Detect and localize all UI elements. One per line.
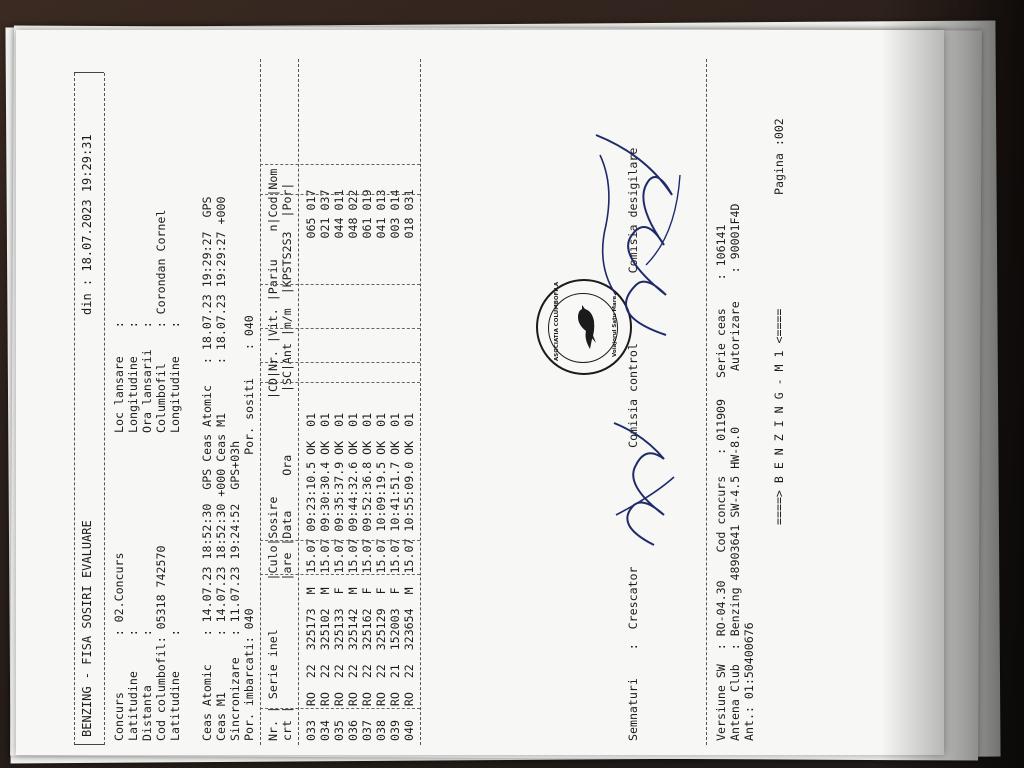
table-row: 034 RO 22 325102 M 15.07 09:30:30.4 OK 01 021 037 — [318, 189, 332, 741]
header-left-4: Latitudine : — [168, 629, 182, 741]
table-row: 036 RO 22 325142 M 15.07 09:44:32.6 OK 01 048 022 — [346, 189, 360, 741]
footer-top-rule — [706, 59, 707, 745]
table-row: 035 RO 22 325133 F 15.07 09:35:37.9 OK 01 044 011 — [332, 189, 346, 741]
table-column-divider — [260, 362, 420, 363]
footer-line-2: Antena Club : Benzing 48903641 SW-4.5 HW-8.0 Autorizare : 90001F4D — [728, 203, 742, 741]
clock-line-1: Ceas M1 : 14.07.23 18:52:30 +000 Ceas M1 : 18.07.23 19:29:27 +000 — [214, 196, 228, 741]
table-column-divider — [260, 328, 420, 329]
table-header-rule — [298, 59, 299, 745]
table-row: 039 RO 21 152003 F 15.07 10:41:51.7 OK 01 003 014 — [388, 189, 402, 741]
table-column-divider — [260, 164, 420, 165]
header-right-3: Columbofil : Corondan Cornel — [154, 209, 168, 433]
table-column-divider — [260, 708, 420, 709]
printed-report-page — [16, 30, 944, 755]
stamp-bottom-text: Voiajorul Satu Mare — [612, 295, 618, 357]
table-column-divider — [260, 540, 420, 541]
title-left-border — [74, 744, 104, 745]
header-right-2: Ora lansarii : — [140, 321, 154, 433]
signatures-line: Semnaturi : Crescator Comisia control Comisia desigilare — [626, 147, 640, 741]
table-column-divider — [260, 284, 420, 285]
rotated-document — [16, 35, 944, 755]
crescator-signature-icon — [594, 415, 684, 555]
header-left-0: Concurs : 02.Concurs — [112, 552, 126, 741]
title-bottom-rule — [104, 73, 105, 745]
table-header-row-1: Nr. | Serie inel |Culo|Sosire |CD|Nr. |Vit. |Pariu n|Cod|Nom — [266, 168, 280, 741]
header-left-2: Distanta : — [140, 629, 154, 741]
table-column-divider — [260, 574, 420, 575]
comisia-desigilare-signature-icon — [576, 125, 696, 355]
title-top-rule — [74, 73, 75, 745]
clock-line-0: Ceas Atomic : 14.07.23 18:52:30 GPS Ceas Atomic : 18.07.23 19:29:27 GPS — [200, 196, 214, 741]
clock-line-3: Por. imbarcati: 040 Por. sositi : 040 — [242, 315, 256, 741]
title-right-border — [74, 72, 104, 73]
table-row: 040 RO 22 323654 M 15.07 10:55:09.0 OK 01 018 031 — [402, 189, 416, 741]
stamp-top-text: ASOCIATIA COLUMBOFILA — [554, 281, 560, 361]
table-row: 038 RO 22 325129 F 15.07 10:09:19.5 OK 01 041 013 — [374, 189, 388, 741]
table-row: 033 RO 22 325173 M 15.07 09:23:10.5 OK 01 065 017 — [304, 189, 318, 741]
page-number: Pagina :002 — [772, 118, 786, 195]
footer-line-3: Ant.: 01:50400676 — [742, 622, 756, 741]
table-column-divider — [260, 194, 420, 195]
header-right-0: Loc lansare : — [112, 321, 126, 433]
table-top-rule — [260, 59, 261, 745]
header-right-4: Longitudine : — [168, 321, 182, 433]
table-bottom-rule — [420, 59, 421, 745]
document-body — [16, 35, 944, 755]
report-title: BENZING - FISA SOSIRI EVALUARE — [80, 520, 94, 737]
table-header-row-2: crt | |are |Data Ora |SC|Ant |m/m |KPSTS2S3 |Por| — [280, 182, 294, 741]
header-left-1: Latitudine : — [126, 629, 140, 741]
table-column-divider — [260, 382, 420, 383]
table-row: 037 RO 22 325162 F 15.07 09:52:36.8 OK 01 061 019 — [360, 189, 374, 741]
header-left-3: Cod columbofil: 05318 742570 — [154, 545, 168, 741]
footer-banner: ====> B E N Z I N G - M 1 <==== — [772, 308, 786, 525]
right-shadow — [880, 0, 1024, 768]
report-date: din : 18.07.2023 19:29:31 — [80, 134, 94, 315]
footer-line-1: Versiune SW : RO-04.30 Cod concurs : 011909 Serie ceas : 106141 — [714, 224, 728, 741]
header-right-1: Longitudine : — [126, 321, 140, 433]
clock-line-2: Sincronizare : 11.07.23 19:24:52 GPS+03h — [228, 440, 242, 741]
